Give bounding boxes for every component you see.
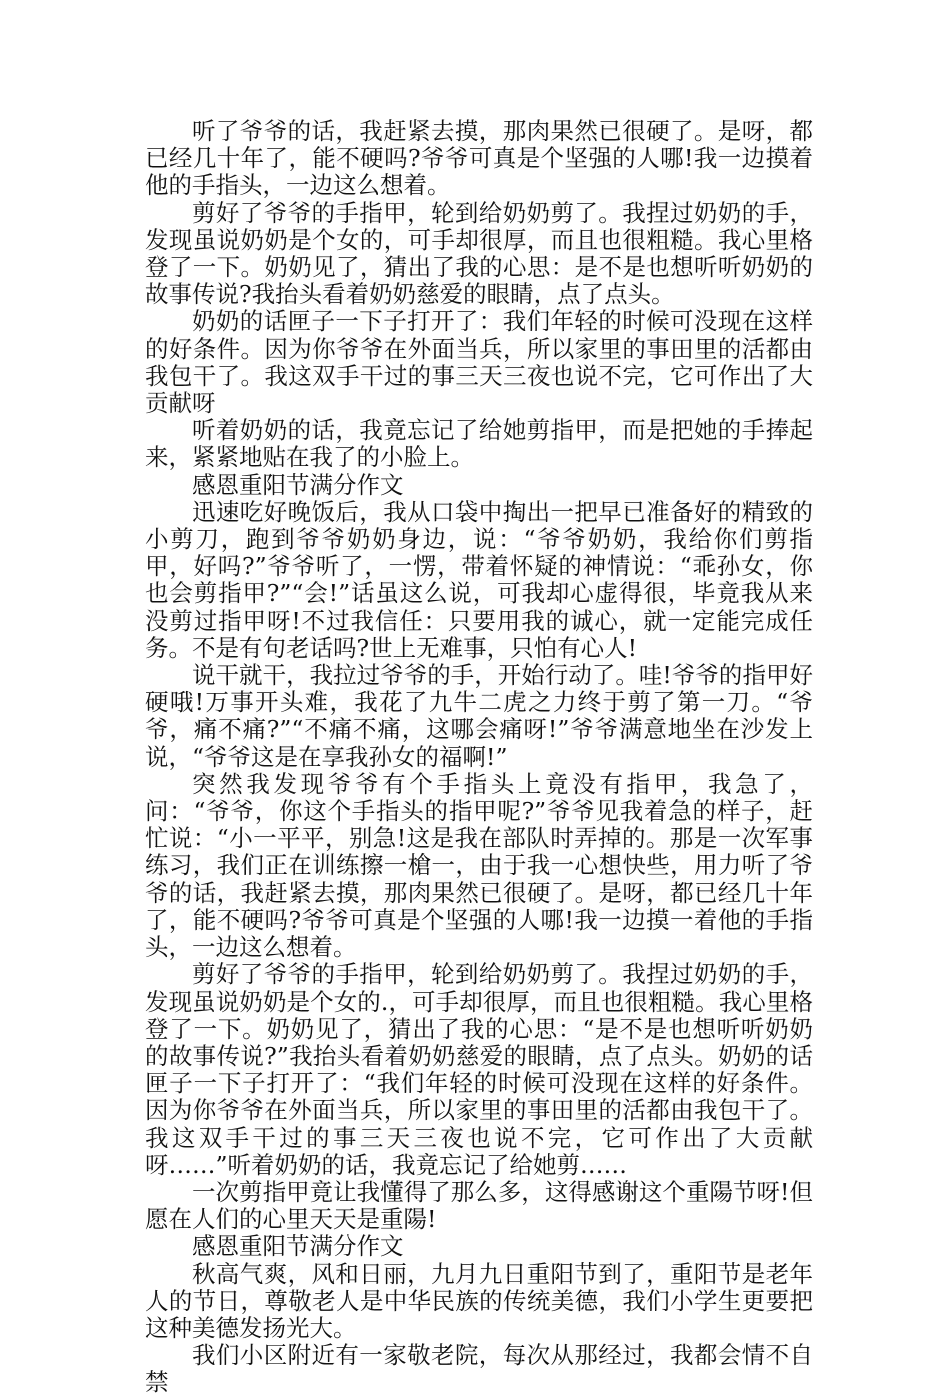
paragraph-6: 说干就干，我拉过爷爷的手，开始行动了。哇!爷爷的指甲好硬哦!万事开头难，我花了九牛二虎之力终于剪了第一刀。“爷爷，痛不痛?”“不痛不痛，这哪会痛呀!”爷爷满意地坐在沙发上说，“爷爷这是在享我孙女的福啊!” (145, 661, 813, 771)
paragraph-5: 迅速吃好晚饭后，我从口袋中掏出一把早已准备好的精致的小剪刀，跑到爷爷奶奶身边，说：“爷爷奶奶，我给你们剪指甲，好吗?”爷爷听了，一愣，带着怀疑的神情说：“乖孙女，你也会剪指甲?”“会!”话虽这么说，可我却心虚得很，毕竟我从来没剪过指甲呀!不过我信任：只要用我的诚心，就一定能完成任务。不是有句老话吗?世上无难事，只怕有心人! (145, 497, 813, 662)
paragraph-10: 秋高气爽，风和日丽，九月九日重阳节到了，重阳节是老年人的节日，尊敬老人是中华民族的传统美德，我们小学生更要把这种美德发扬光大。 (145, 1259, 813, 1342)
paragraph-8: 剪好了爷爷的手指甲，轮到给奶奶剪了。我捏过奶奶的手，发现虽说奶奶是个女的.，可手却很厚，而且也很粗糙。我心里格登了一下。奶奶见了，猜出了我的心思：“是不是也想听听奶奶的故事传说?”我抬头看着奶奶慈爱的眼睛，点了点头。奶奶的话匣子一下子打开了：“我们年轻的时候可没现在这样的好条件。因为你爷爷在外面当兵，所以家里的事田里的活都由我包干了。我这双手干过的事三天三夜也说不完，它可作出了大贡献呀……”听着奶奶的话，我竟忘记了给她剪…… (145, 960, 813, 1179)
paragraph-9: 一次剪指甲竟让我懂得了那么多，这得感谢这个重陽节呀!但愿在人们的心里天天是重陽! (145, 1177, 813, 1234)
section-title-1: 感恩重阳节满分作文 (192, 470, 404, 499)
section-title-2: 感恩重阳节满分作文 (192, 1232, 404, 1261)
paragraph-2: 剪好了爷爷的手指甲，轮到给奶奶剪了。我捏过奶奶的手，发现虽说奶奶是个女的，可手却很厚，而且也很粗糙。我心里格登了一下。奶奶见了，猜出了我的心思：是不是也想听听奶奶的故事传说?我抬头看着奶奶慈爱的眼睛，点了点头。 (145, 198, 813, 309)
document-page (145, 118, 813, 1397)
paragraph-1: 听了爷爷的话，我赶紧去摸，那肉果然已很硬了。是呀，都已经几十年了，能不硬吗?爷爷可真是个坚强的人哪!我一边摸着他的手指头，一边这么想着。 (145, 117, 813, 200)
paragraph-11: 我们小区附近有一家敬老院，每次从那经过，我都会情不自禁 (145, 1341, 813, 1397)
paragraph-7: 突然我发现爷爷有个手指头上竟没有指甲，我急了，问：“爷爷，你这个手指头的指甲呢?”爷爷见我着急的样子，赶忙说：“小一平平，别急!这是我在部队时弄掉的。那是一次军事练习，我们正在训练擦一槍一，由于我一心想快些，用力听了爷爷的话，我赶紧去摸，那肉果然已很硬了。是呀，都已经几十年了，能不硬吗?爷爷可真是个坚强的人哪!我一边摸一着他的手指头，一边这么想着。 (145, 769, 813, 962)
paragraph-3: 奶奶的话匣子一下子打开了：我们年轻的时候可没现在这样的好条件。因为你爷爷在外面当兵，所以家里的事田里的活都由我包干了。我这双手干过的事三天三夜也说不完，它可作出了大贡献呀 (145, 307, 813, 418)
paragraph-4: 听着奶奶的话，我竟忘记了给她剪指甲，而是把她的手捧起来，紧紧地贴在我了的小脸上。 (145, 416, 813, 472)
